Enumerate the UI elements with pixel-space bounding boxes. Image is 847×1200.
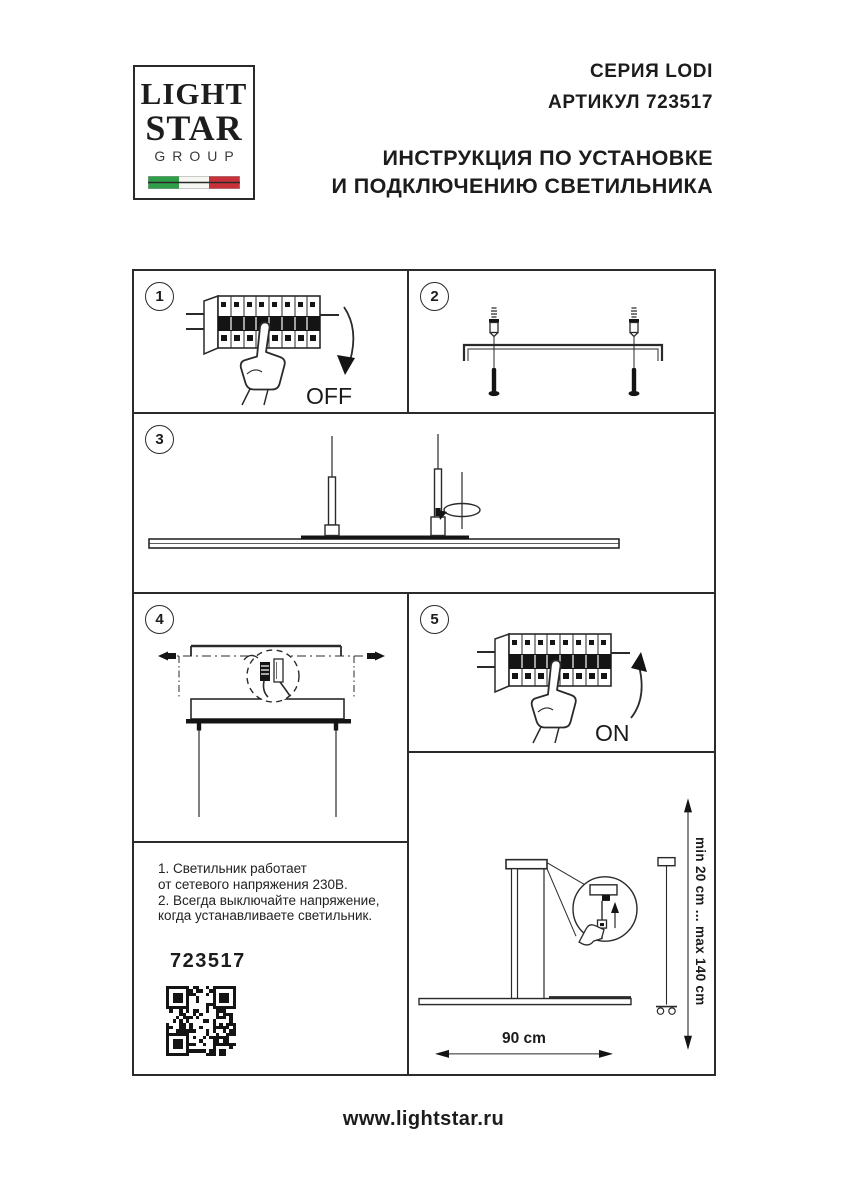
step-4-panel (134, 594, 409, 843)
instruction-grid (132, 269, 716, 1076)
screw-right-icon (629, 368, 640, 396)
page-title: ИНСТРУКЦИЯ ПО УСТАНОВКЕ И ПОДКЛЮЧЕНИЮ СВЕТИЛЬНИКА (331, 146, 713, 198)
fixture-assembly-illustration (134, 414, 714, 592)
cables-icon (197, 724, 338, 818)
document-header (332, 56, 713, 200)
curved-arrow-down-icon (337, 307, 355, 375)
step-1-panel (134, 271, 409, 414)
step-5-panel (409, 594, 714, 753)
screw-left-icon (489, 368, 500, 396)
italian-flag-icon (148, 176, 240, 189)
breaker-off-illustration (134, 271, 407, 412)
step-1-number: 1 (145, 282, 174, 311)
logo-word-light: LIGHT (140, 76, 248, 111)
logo-word-group: GROUP (154, 148, 241, 164)
step-3-number: 3 (145, 425, 174, 454)
notes-panel (134, 843, 409, 1074)
fixture-bar-icon (149, 536, 619, 549)
mounting-bracket-illustration (409, 271, 714, 412)
suspension-rod-left-icon (325, 436, 339, 536)
dimensions-panel (409, 753, 714, 1074)
note-line: 2. Всегда выключайте напряжение, (158, 892, 380, 908)
step-3-panel (134, 414, 714, 594)
note-line: 1. Светильник работает (158, 861, 307, 876)
website-url: www.lightstar.ru (342, 1108, 505, 1130)
on-label: ON (595, 720, 630, 746)
note-line: от сетевого напряжения 230В. (158, 876, 348, 892)
dimension-arrow-vertical-icon (684, 798, 692, 1050)
step-5-number: 5 (420, 605, 449, 634)
dimensions-illustration (409, 753, 714, 1074)
curved-arrow-up-icon (631, 652, 647, 718)
qr-code (166, 986, 236, 1056)
single-cable-icon (656, 858, 677, 1015)
note-line: когда устанавливаете светильник. (158, 908, 373, 924)
logo-word-star: STAR (145, 108, 243, 148)
anchor-right-icon (629, 308, 639, 368)
width-dimension-label: 90 cm (502, 1029, 546, 1047)
lightstar-logo (133, 65, 255, 200)
cable-adjuster-detail-icon (573, 877, 637, 945)
anchor-left-icon (489, 308, 499, 368)
off-label: OFF (306, 383, 352, 409)
suspension-rod-right-icon (431, 434, 445, 536)
wiring-detail-circle-icon (244, 650, 299, 702)
breaker-on-illustration (409, 594, 714, 751)
step-2-number: 2 (420, 282, 449, 311)
article-number: 723517 (170, 950, 246, 973)
canopy-wiring-illustration (134, 594, 407, 841)
step-2-panel (409, 271, 714, 414)
dimension-arrow-horizontal-icon (435, 1050, 613, 1058)
step-4-number: 4 (145, 605, 174, 634)
series-label: СЕРИЯ LODI (589, 61, 713, 82)
canopy-icon (186, 699, 351, 724)
article-label: АРТИКУЛ 723517 (548, 92, 713, 113)
height-dimension-label: min 20 cm ... max 140 cm (693, 837, 708, 1006)
